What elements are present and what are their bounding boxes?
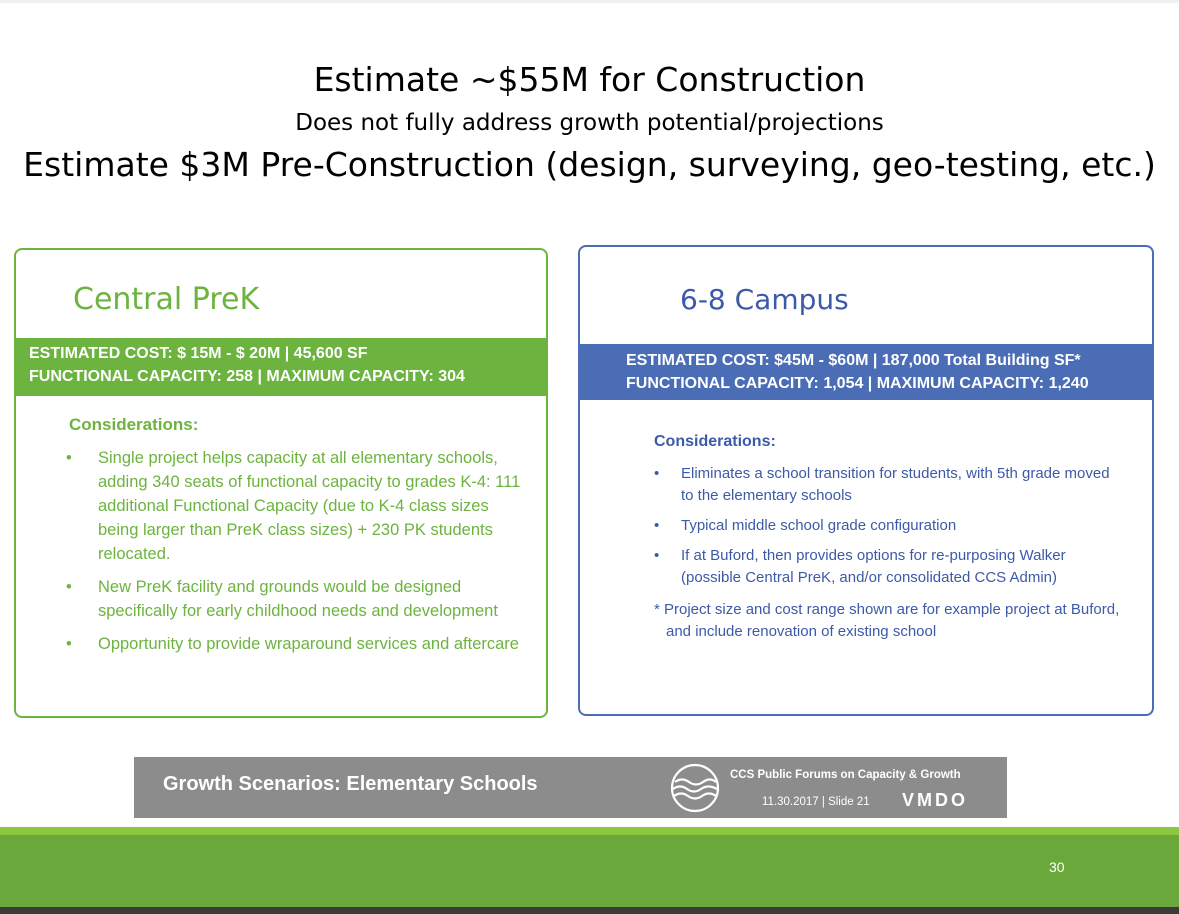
bottom-band (0, 835, 1179, 907)
bullet-icon: • (66, 578, 72, 596)
list-item: • New PreK facility and grounds would be designed specifically for early childhood needs and development (66, 575, 526, 623)
capacity-line: FUNCTIONAL CAPACITY: 1,054 | MAXIMUM CAPACITY: 1,240 (626, 375, 1089, 392)
bullet-icon: • (654, 547, 660, 564)
top-rule (0, 0, 1179, 3)
list-item: • Typical middle school grade configuration (654, 515, 1124, 537)
considerations-list (66, 446, 526, 665)
slide-subtitle: Does not fully address growth potential/projections (295, 110, 884, 136)
central-prek-card (14, 248, 548, 718)
waves-circle-icon (669, 763, 721, 813)
bottom-edge (0, 907, 1179, 914)
date-slide: 11.30.2017 | Slide 21 (762, 796, 870, 808)
bullet-icon: • (654, 517, 660, 534)
considerations-list (654, 463, 1124, 597)
bullet-icon: • (66, 449, 72, 467)
preconstruction-estimate: Estimate $3M Pre-Construction (design, surveying, geo-testing, etc.) (23, 145, 1156, 184)
footnote: * Project size and cost range shown are for example project at Buford, and include renovation of existing school (654, 601, 1120, 640)
considerations-heading: Considerations: (654, 433, 776, 450)
cost-capacity-band (580, 344, 1152, 400)
six-eight-campus-card (578, 245, 1154, 716)
accent-strip (0, 827, 1179, 835)
cost-line: ESTIMATED COST: $45M - $60M | 187,000 Total Building SF* (626, 352, 1081, 369)
slide-title: Estimate ~$55M for Construction (313, 60, 866, 99)
card-title: Central PreK (73, 282, 260, 317)
cost-line: ESTIMATED COST: $ 15M - $ 20M | 45,600 SF (29, 345, 368, 362)
list-item: • Opportunity to provide wraparound services and aftercare (66, 632, 526, 656)
cost-capacity-band (16, 338, 546, 396)
considerations-heading: Considerations: (69, 415, 199, 434)
forum-title: CCS Public Forums on Capacity & Growth (730, 769, 961, 781)
footer-label: Growth Scenarios: Elementary Schools (163, 773, 538, 795)
card-title: 6-8 Campus (680, 283, 849, 316)
page-number: 30 (1049, 859, 1065, 875)
bullet-icon: • (654, 465, 660, 482)
list-item: • Single project helps capacity at all elementary schools, adding 340 seats of functional capacity to grades K-4: 111 additional Functional Capacity (due to K-4 class sizes being larger than PreK class sizes) + 230 PK students relocated. (66, 446, 526, 566)
list-item: • If at Buford, then provides options for re-purposing Walker (possible Central PreK, and/or consolidated CCS Admin) (654, 547, 1066, 586)
list-item: • Eliminates a school transition for students, with 5th grade moved to the elementary schools (654, 465, 1110, 504)
bullet-icon: • (66, 635, 72, 653)
embedded-slide-footer (134, 757, 1007, 818)
brand-logo: VMDO (902, 790, 968, 810)
capacity-line: FUNCTIONAL CAPACITY: 258 | MAXIMUM CAPACITY: 304 (29, 368, 465, 385)
